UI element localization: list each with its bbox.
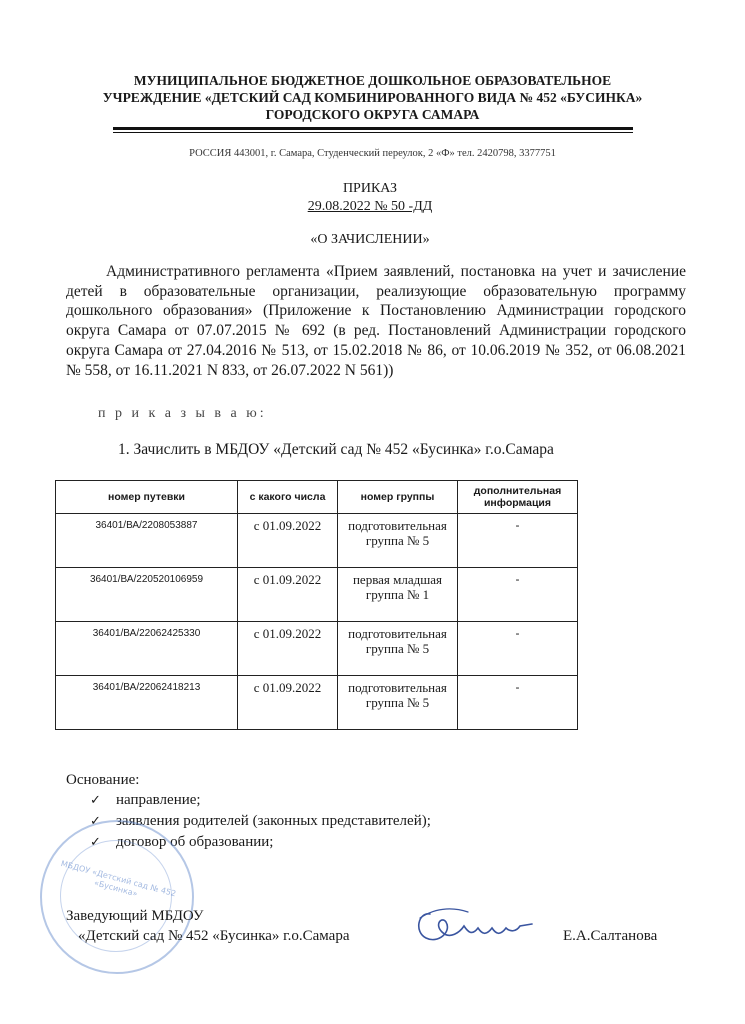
table-header-row	[56, 481, 578, 514]
enrollment-table	[55, 480, 578, 730]
table-row	[56, 514, 578, 568]
table-row	[56, 568, 578, 622]
header-group-number: номер группы	[338, 481, 458, 514]
info-cell: -	[458, 676, 578, 730]
basis-label: Основание:	[66, 772, 140, 788]
basis-item-text: договор об образовании;	[116, 834, 274, 850]
org-name-line-1: МУНИЦИПАЛЬНОЕ БЮДЖЕТНОЕ ДОШКОЛЬНОЕ ОБРАЗОВАТЕЛЬНОЕ	[133, 73, 612, 88]
voucher-number-cell: 36401/ВА/220520106959	[56, 568, 238, 622]
order-subject: «О ЗАЧИСЛЕНИИ»	[310, 232, 430, 247]
voucher-number-cell: 36401/ВА/22062425330	[56, 622, 238, 676]
info-cell: -	[458, 568, 578, 622]
signatory-name: Е.А.Салтанова	[563, 928, 658, 944]
group-cell: первая младшая группа № 1	[338, 568, 458, 622]
regulation-paragraph: Административного регламента «Прием заявлений, постановка на учет и зачисление детей в образовательные организации, реализующие образовательную программу дошкольного образования» (Приложение к Постановлению Администрации городского округа Самара от 07.07.2015 № 692 (в ред. Постановлений Администрации городского округа Самара от 27.04.2016 № 513, от 15.02.2018 № 86, от 10.06.2019 № 352, от 06.08.2021 № 558, от 16.11.2021 N 833, от 26.07.2022 N 561))	[66, 263, 686, 379]
enrollment-point: 1. Зачислить в МБДОУ «Детский сад № 452 «Бусинка» г.о.Самара	[118, 441, 554, 458]
voucher-number-cell: 36401/ВА/22062418213	[56, 676, 238, 730]
header-divider-thin	[113, 132, 633, 133]
header-start-date: с какого числа	[238, 481, 338, 514]
group-cell: подготовительная группа № 5	[338, 622, 458, 676]
info-cell: -	[458, 622, 578, 676]
group-cell: подготовительная группа № 5	[338, 514, 458, 568]
org-name-line-2: УЧРЕЖДЕНИЕ «ДЕТСКИЙ САД КОМБИНИРОВАННОГО ВИДА № 452 «БУСИНКА»	[102, 90, 643, 105]
order-date-number	[220, 198, 520, 216]
org-address: РОССИЯ 443001, г. Самара, Студенческий переулок, 2 «Ф» тел. 2420798, 3377751	[189, 148, 556, 159]
info-cell: -	[458, 514, 578, 568]
voucher-number-cell: 36401/ВА/2208053887	[56, 514, 238, 568]
org-name-line-3: ГОРОДСКОГО ОКРУГА САМАРА	[265, 107, 480, 122]
header-voucher-number: номер путевки	[56, 481, 238, 514]
decree-line: п р и к а з ы в а ю:	[98, 406, 267, 421]
check-icon: ✓	[90, 835, 101, 850]
start-date-cell: с 01.09.2022	[238, 514, 338, 568]
group-cell: подготовительная группа № 5	[338, 676, 458, 730]
signatory-title: Заведующий МБДОУ	[66, 908, 204, 924]
table-row	[56, 622, 578, 676]
organization-header	[60, 72, 685, 123]
order-title: ПРИКАЗ	[342, 181, 398, 196]
check-icon: ✓	[90, 793, 101, 808]
stamp-text: МБДОУ «Детский сад № 452 «Бусинка»	[59, 858, 177, 899]
handwritten-signature	[408, 902, 538, 952]
list-item	[90, 790, 431, 811]
check-icon: ✓	[90, 814, 101, 829]
official-stamp	[40, 820, 194, 974]
header-divider-thick	[113, 127, 633, 130]
table-row	[56, 676, 578, 730]
start-date-cell: с 01.09.2022	[238, 676, 338, 730]
signatory-organization: «Детский сад № 452 «Бусинка» г.о.Самара	[78, 928, 350, 944]
start-date-cell: с 01.09.2022	[238, 568, 338, 622]
header-additional-info: дополнительная информация	[458, 481, 578, 514]
start-date-cell: с 01.09.2022	[238, 622, 338, 676]
basis-item-text: заявления родителей (законных представителей);	[116, 813, 431, 829]
basis-item-text: направление;	[116, 792, 201, 808]
order-date-number-text: 29.08.2022 № 50 -ДД	[307, 199, 433, 214]
